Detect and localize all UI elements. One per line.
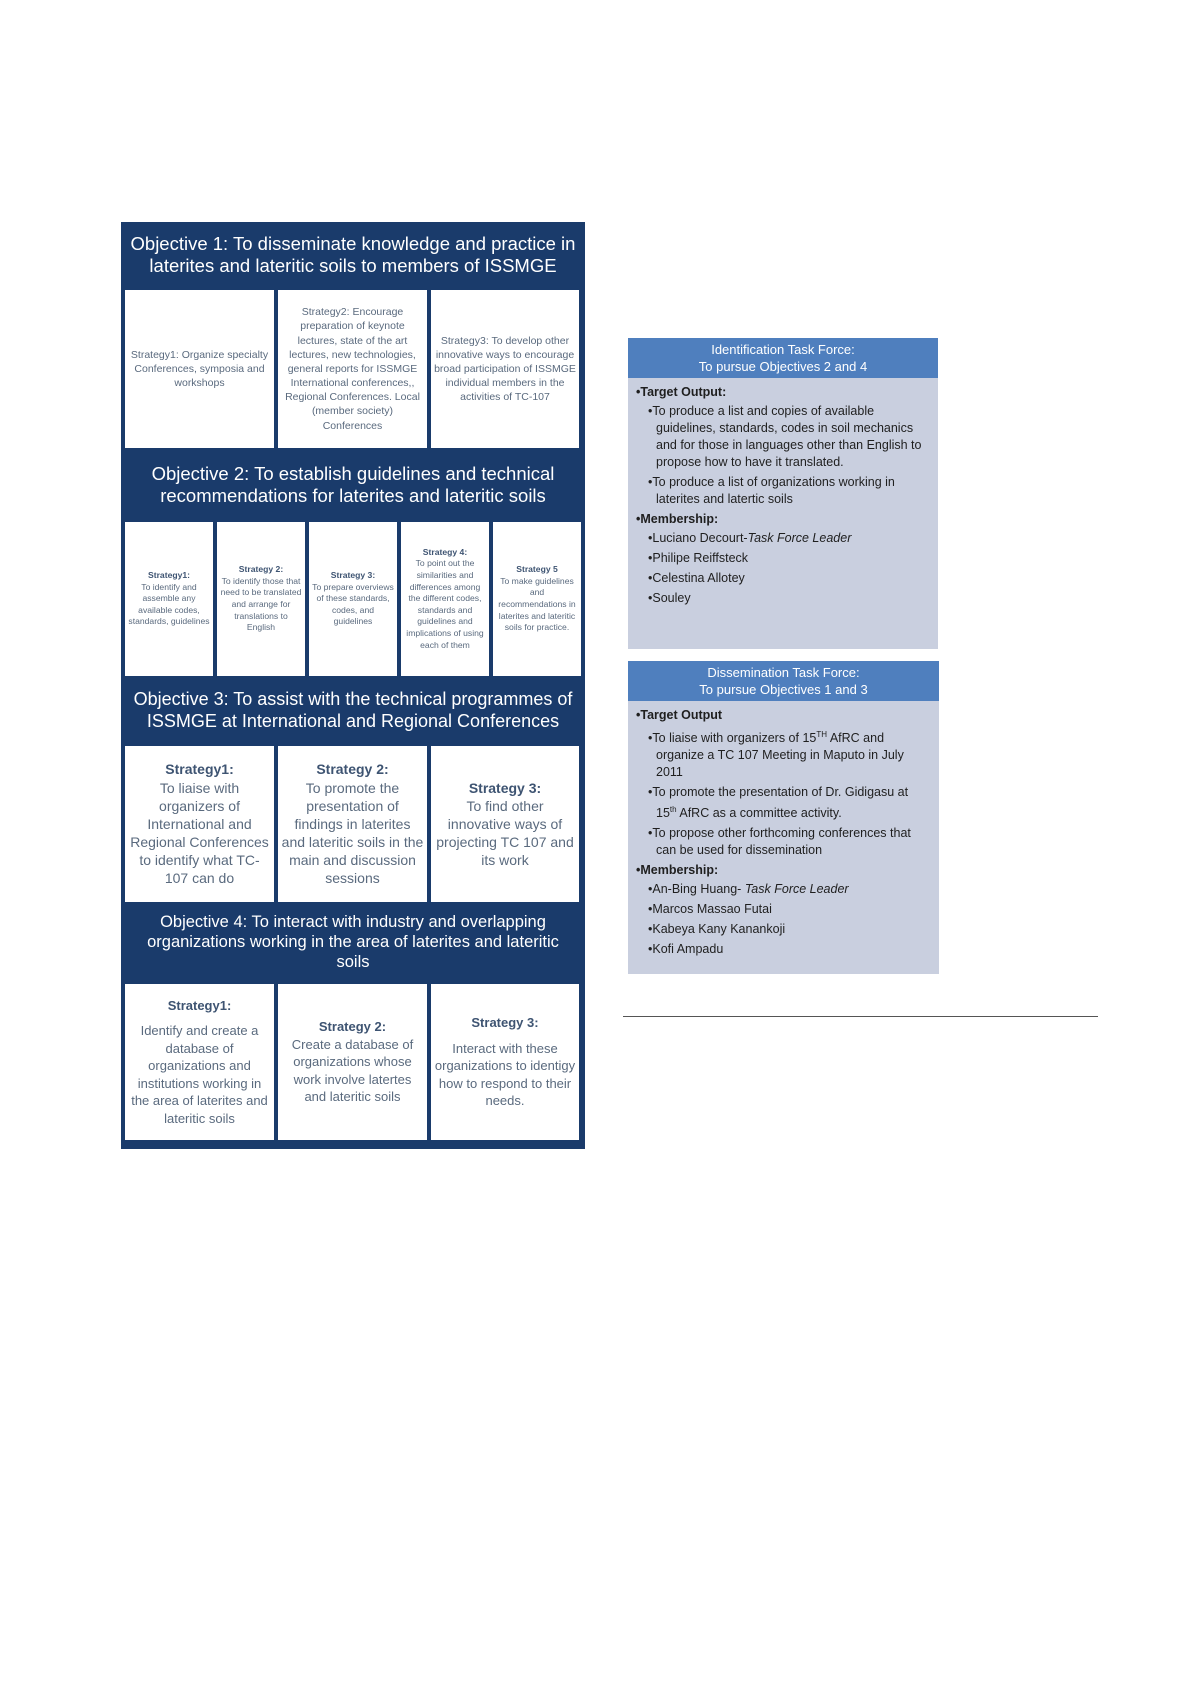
objective-2-strategy-4: Strategy 4: To point out the similarities and differences among the different codes, standards and guidelines and implications of using each of them: [401, 522, 489, 676]
objective-1-title: Objective 1: To disseminate knowledge and practice in laterites and lateritic soils to members of ISSMGE: [130, 232, 576, 276]
list-item: • To produce a list of organizations working in laterites and latertic soils: [636, 474, 930, 508]
task-force-leader: • Luciano Decourt-Task Force Leader: [636, 530, 930, 547]
target-output-label: •Target Output: [636, 708, 723, 722]
list-item: • Celestina Allotey: [636, 570, 930, 587]
objective-3-heading: [121, 678, 585, 744]
dissemination-task-force-panel: [628, 661, 939, 974]
objective-4-strategies: [123, 982, 581, 1142]
objective-1-strategy-2: Strategy2: Encourage preparation of keynote lectures, state of the art lectures, new technologies, general reports for ISSMGE International conferences,, Regional Conferences. Local (member society) Conferences: [278, 290, 427, 448]
objective-2-strategy-1: Strategy1: To identify and assemble any available codes, standards, guidelines: [125, 522, 213, 676]
objective-4-strategy-1: Strategy1: Identify and create a database of organizations and institutions working in the area of laterites and lateritic soils: [125, 984, 274, 1140]
objective-2-heading: [121, 450, 585, 520]
horizontal-rule: [623, 1016, 1098, 1017]
objective-4-strategy-3: Strategy 3: Interact with these organizations to identigy how to respond to their needs.: [431, 984, 579, 1140]
list-item: • Souley: [636, 590, 930, 607]
objective-1-strategies: [123, 288, 581, 450]
objective-2-strategy-5: Strategy 5 To make guidelines and recommendations in laterites and lateritic soils for practice.: [493, 522, 581, 676]
task-force-leader: • An-Bing Huang- Task Force Leader: [636, 881, 931, 898]
membership-label: •Membership:: [636, 863, 719, 878]
objective-1-strategy-3: Strategy3: To develop other innovative ways to encourage broad participation of ISSMGE individual members in the activities of TC-107: [431, 290, 579, 448]
objective-3-strategy-1: Strategy1: To liaise with organizers of International and Regional Conferences to identify what TC-107 can do: [125, 746, 274, 902]
objective-2-strategy-2: Strategy 2: To identify those that need to be translated and arrange for translations to English: [217, 522, 305, 676]
membership-label: •Membership:: [636, 512, 719, 526]
list-item: • Kofi Ampadu: [636, 941, 931, 958]
identification-task-force-panel: [628, 338, 938, 649]
list-item: • To liaise with organizers of 15TH AfRC and organize a TC 107 Meeting in Maputo in July 2011: [636, 726, 931, 781]
objective-4-strategy-2: Strategy 2: Create a database of organizations whose work involve latertes and lateritic soils: [278, 984, 427, 1140]
objective-4-title: Objective 4: To interact with industry and overlapping organizations working in the area of laterites and lateritic soils: [147, 913, 559, 971]
objective-1-heading: [121, 222, 585, 288]
list-item: • To propose other forthcoming conferences that can be used for dissemination: [636, 825, 931, 859]
objective-3-strategy-3: Strategy 3: To find other innovative ways of projecting TC 107 and its work: [431, 746, 579, 902]
dissemination-task-force-heading: Dissemination Task Force: To pursue Objectives 1 and 3: [628, 661, 939, 701]
objective-3-strategy-2: Strategy 2: To promote the presentation of findings in laterites and lateritic soils in the main and discussion sessions: [278, 746, 427, 902]
list-item: • To promote the presentation of Dr. Gidigasu at 15th AfRC as a committee activity.: [636, 784, 931, 822]
objective-1-strategy-1: Strategy1: Organize specialty Conferences, symposia and workshops: [125, 290, 274, 448]
list-item: • Marcos Massao Futai: [636, 901, 931, 918]
objective-2-strategies: [123, 520, 583, 678]
target-output-label: •Target Output:: [636, 385, 727, 399]
objective-4-heading: [121, 904, 585, 982]
objective-3-title: Objective 3: To assist with the technical programmes of ISSMGE at International and Regional Conferences: [133, 689, 573, 731]
list-item: • Kabeya Kany Kanankoji: [636, 921, 931, 938]
list-item: • Philipe Reiffsteck: [636, 550, 930, 567]
dissemination-task-force-body: [628, 701, 939, 965]
identification-task-force-body: [628, 378, 938, 614]
objective-2-title: Objective 2: To establish guidelines and technical recommendations for laterites and lateritic soils: [151, 462, 555, 506]
objective-3-strategies: [123, 744, 581, 904]
list-item: • To produce a list and copies of available guidelines, standards, codes in soil mechanics and for those in languages other than English to propose how to have it translated.: [636, 403, 930, 471]
identification-task-force-heading: Identification Task Force: To pursue Objectives 2 and 4: [628, 338, 938, 378]
objectives-diagram: [121, 222, 585, 1149]
objective-2-strategy-3: Strategy 3: To prepare overviews of these standards, codes, and guidelines: [309, 522, 397, 676]
